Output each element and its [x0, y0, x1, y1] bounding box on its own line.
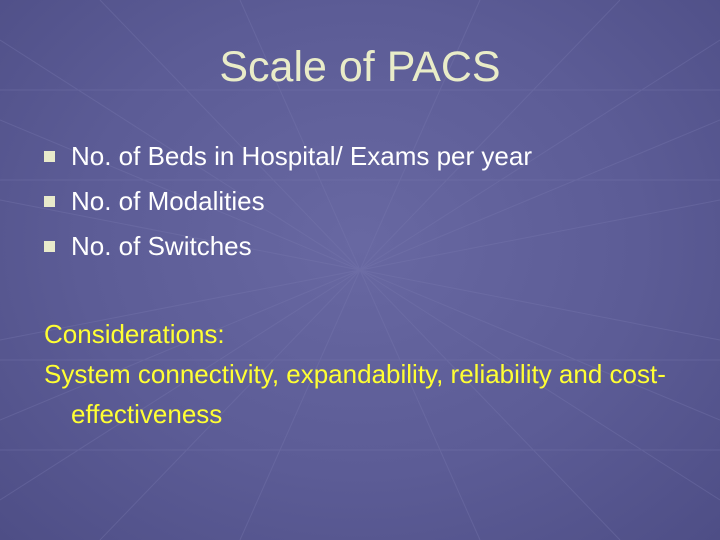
square-bullet-icon	[44, 241, 55, 252]
bullet-text: No. of Switches	[71, 231, 252, 261]
bullet-text: No. of Modalities	[71, 186, 265, 216]
bullet-text: No. of Beds in Hospital/ Exams per year	[71, 141, 532, 171]
bullet-item	[44, 179, 694, 224]
bullet-item	[44, 134, 694, 179]
square-bullet-icon	[44, 196, 55, 207]
considerations-block	[44, 314, 704, 434]
square-bullet-icon	[44, 151, 55, 162]
bullet-list	[44, 134, 694, 269]
considerations-body: System connectivity, expandability, reliability and cost-effectiveness	[44, 359, 666, 429]
considerations-heading: Considerations:	[44, 319, 225, 349]
bullet-item	[44, 224, 694, 269]
slide-title: Scale of PACS	[219, 43, 501, 91]
